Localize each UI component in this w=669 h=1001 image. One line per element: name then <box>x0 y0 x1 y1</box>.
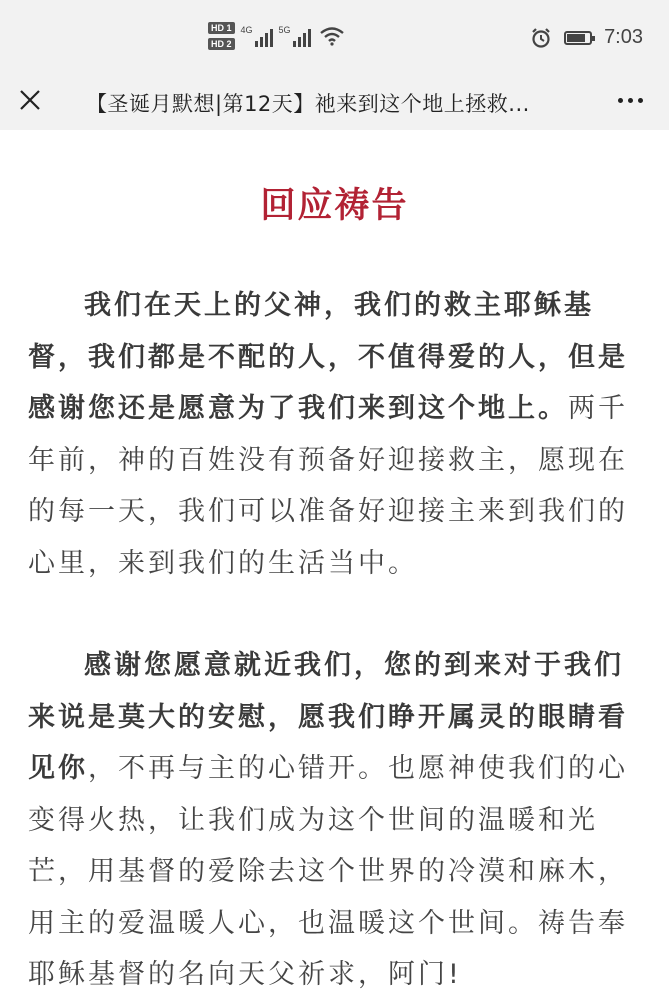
more-options-icon[interactable] <box>618 98 643 103</box>
signal-icon <box>241 25 273 47</box>
paragraph-1-bold: 我们在天上的父神，我们的救主耶稣基督，我们都是不配的人，不值得爱的人，但是感谢您还是愿意为了我们来到这个地上。 <box>28 290 628 424</box>
paragraph-2-text: ，不再与主的心错开。也愿神使我们的心变得火热，让我们成为这个世间的温暖和光芒，用基督的爱除去这个世界的冷漠和麻木，用主的爱温暖人心，也温暖这个世间。祷告奉耶稣基督的名向天父祈求，阿门! <box>28 753 628 990</box>
wifi-icon <box>319 26 345 46</box>
clock: 7:03 <box>604 26 643 48</box>
network-type-2: 5G <box>278 25 291 35</box>
article-heading: 回应祷告 <box>260 186 409 226</box>
battery-level <box>567 34 585 42</box>
article-body <box>0 178 669 1001</box>
status-bar <box>0 0 669 74</box>
alarm-icon <box>530 27 552 49</box>
page-title: 【圣诞月默想|第12天】祂来到这个地上拯救... <box>86 92 530 116</box>
paragraph-2 <box>28 640 641 1001</box>
battery-icon <box>564 31 592 45</box>
close-icon[interactable] <box>18 88 42 112</box>
paragraph-1-text: 两千年前，神的百姓没有预备好迎接救主，愿现在的每一天，我们可以准备好迎接主来到我们的心里，来到我们的生活当中。 <box>28 393 628 579</box>
status-right <box>530 26 643 49</box>
network-type-1: 4G <box>240 25 253 35</box>
paragraph-2-bold: 感谢您愿意就近我们，您的到来对于我们来说是莫大的安慰，愿我们睁开属灵的眼睛看见你 <box>28 650 628 784</box>
nav-bar <box>0 74 669 130</box>
status-left <box>208 22 345 50</box>
signal-icon-2 <box>279 25 311 47</box>
sim1-badge: HD 1 <box>208 22 235 34</box>
paragraph-1 <box>28 280 641 589</box>
sim2-badge: HD 2 <box>208 38 235 50</box>
